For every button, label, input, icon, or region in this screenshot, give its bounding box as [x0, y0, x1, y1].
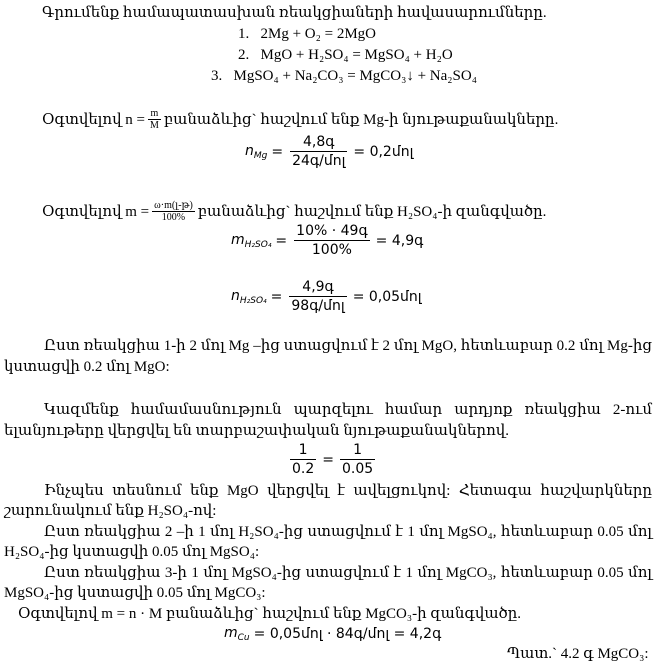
- fraction-denominator: 0.2: [292, 461, 315, 477]
- reaction-number: 2.: [238, 47, 250, 63]
- equals-sign: =: [275, 232, 288, 249]
- equals-sign: =: [322, 451, 334, 468]
- proportion-fraction-right: [340, 441, 375, 478]
- equation-n-mg: [245, 133, 413, 170]
- fraction-numerator: 4,8գ: [290, 133, 347, 152]
- reaction-3: [211, 67, 477, 85]
- equation-lhs: $n_{H_2SO_4}$: [231, 287, 267, 306]
- paragraph-reaction3-line1: Ըստ ռեակցիա 3-ի 1 մոլ MgSO₄-ից ստացվում է 1 մոլ MgCO₃, հետևաբար 0.05 մոլ: [44, 565, 652, 581]
- equation-result: = 0,05մոլ · 84գ/մոլ = 4,2գ: [253, 626, 442, 642]
- equation-result: = 0,2մոլ: [353, 143, 414, 160]
- reaction-equation: 2Mg + O₂ = 2MgO: [260, 26, 376, 42]
- paragraph-moles-formula: [42, 108, 558, 131]
- paragraph-reaction2-line2: H₂SO₄-ից կստացվի 0.05 մոլ MgSO₄:: [4, 544, 260, 560]
- equation-proportion: [287, 441, 378, 478]
- paragraph-reaction1-line2: կստացվի 0.2 մոլ MgO:: [4, 359, 170, 375]
- equals-sign: =: [271, 143, 284, 160]
- fraction-denominator: 100%: [311, 242, 352, 258]
- equals-sign: =: [270, 288, 283, 305]
- reaction-2: [238, 46, 453, 64]
- paragraph-excess-line1: Ինչպես տեսնում ենք MgO վերցվել է ավելցուկով: Հետագա հաշվարկները: [44, 483, 652, 499]
- paragraph-reaction3-line2: MgSO₄-ից կստացվի 0.05 մոլ MgCO₃:: [4, 585, 266, 601]
- fraction-denominator: M: [149, 120, 159, 131]
- paragraph-mass-formula: [42, 200, 546, 223]
- equation-final-mass: [224, 625, 441, 643]
- equation-result: = 0,05մոլ: [352, 288, 422, 305]
- formula-outro-text: բանաձևից` հաշվում ենք H₂SO₄-ի զանգվածը.: [197, 203, 547, 220]
- equation-fraction: [289, 278, 346, 315]
- paragraph-reaction1-line1: Ըստ ռեակցիա 1-ի 2 մոլ Mg –ից ստացվում է 2 մոլ MgO, հետևաբար 0.2 մոլ Mg-ից: [44, 338, 652, 354]
- equation-lhs: $n_{Mg}$: [245, 142, 268, 161]
- fraction-denominator: 100%: [161, 212, 186, 223]
- paragraph-proportion-line1: Կազմենք համամասնություն պարզելու համար արդյոք ռեակցիա 2-ում: [44, 402, 652, 418]
- equation-result: = 4,9գ: [375, 232, 424, 249]
- fraction-denominator: 98գ/մոլ: [291, 298, 345, 314]
- answer-text: Պատ.` 4.2 գ MgCO₃:: [507, 646, 649, 662]
- paragraph-reaction2-line1: Ըստ ռեակցիա 2 –ի 1 մոլ H₂SO₄-ից ստացվում է 1 մոլ MgSO₄, հետևաբար 0.05 մոլ: [44, 524, 652, 540]
- equation-fraction: [290, 133, 347, 170]
- formula-outro-text: բանաձևից` հաշվում ենք Mg-ի նյութաքանակները.: [163, 111, 559, 128]
- equation-n-h2so4: [231, 278, 422, 315]
- fraction-numerator: 1: [340, 441, 375, 460]
- reaction-1: [238, 25, 376, 43]
- paragraph-mass-calc: Օգտվելով m = n · M բանաձևից` հաշվում ենք MgCO₃-ի զանգվածը.: [18, 606, 522, 622]
- fraction-denominator: 24գ/մոլ: [292, 153, 346, 169]
- fraction-numerator: ω·m(լ-թ): [154, 200, 193, 211]
- formula-fraction: [148, 108, 161, 131]
- fraction-numerator: 1: [290, 441, 316, 460]
- equation-lhs: $m_{H_2SO_4}$: [231, 231, 272, 250]
- paragraph-excess-line2: շարունակում ենք H₂SO₄-ով:: [4, 503, 217, 519]
- formula-fraction: [152, 200, 195, 223]
- intro-text: Գրումենք համապատասխան ռեակցիաների հավասարումները.: [42, 5, 547, 21]
- reaction-equation: MgO + H₂SO₄ = MgSO₄ + H₂O: [260, 47, 453, 63]
- fraction-numerator: m: [148, 108, 161, 120]
- formula-intro-text: Օգտվելով m =: [42, 203, 150, 220]
- reaction-number: 3.: [211, 68, 223, 84]
- proportion-fraction-left: [290, 441, 316, 478]
- reaction-number: 1.: [238, 26, 250, 42]
- equation-lhs: $m_{Cu}$: [224, 625, 250, 643]
- fraction-numerator: 4,9գ: [289, 278, 346, 297]
- equation-m-h2so4: [231, 222, 423, 259]
- formula-intro-text: Օգտվելով n =: [42, 111, 145, 128]
- fraction-numerator: 10% · 49գ: [296, 223, 368, 239]
- paragraph-proportion-line2: ելանյութերը վերցվել են տարբաշափական նյութաքանակներով.: [4, 423, 509, 439]
- equation-fraction: [294, 222, 370, 259]
- fraction-denominator: 0.05: [342, 461, 374, 477]
- reaction-equation: MgSO₄ + Na₂CO₃ = MgCO₃↓ + Na₂SO₄: [233, 68, 477, 84]
